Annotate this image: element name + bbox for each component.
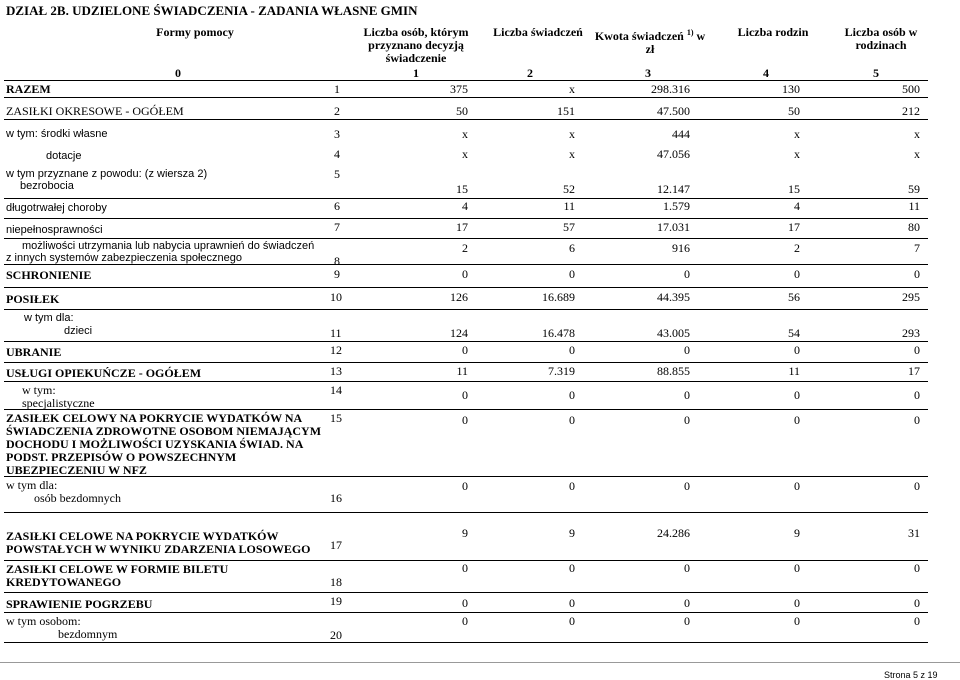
cell-families: x [794, 127, 800, 141]
row-number: 14 [330, 383, 342, 397]
cell-benefits: 52 [563, 182, 575, 196]
cell-amount: 1.579 [663, 199, 690, 213]
cell-persons: x [462, 127, 468, 141]
col-number-2: 2 [527, 66, 533, 80]
cell-benefits: 0 [569, 614, 575, 628]
cell-families: 130 [782, 82, 800, 96]
row-number: 17 [330, 538, 342, 552]
row-number: 11 [330, 326, 342, 340]
cell-family-persons: 59 [908, 182, 920, 196]
cell-amount: 0 [684, 479, 690, 493]
row-number: 20 [330, 628, 342, 642]
row-number: 6 [334, 199, 340, 213]
cell-persons: 0 [462, 388, 468, 402]
cell-amount: 12.147 [657, 182, 690, 196]
row-number: 18 [330, 575, 342, 589]
col-number-0: 0 [175, 66, 181, 80]
cell-benefits: 7.319 [548, 364, 575, 378]
cell-family-persons: 7 [914, 241, 920, 255]
cell-family-persons: 0 [914, 614, 920, 628]
cell-families: 17 [788, 220, 800, 234]
cell-families: 0 [794, 614, 800, 628]
header-persons: Liczba osób, którym przyznano decyzją świadczenie [363, 25, 469, 65]
cell-benefits: 151 [557, 104, 575, 118]
row-label-zasilek-celowy-l4: PODST. PRZEPISÓW O POWSZECHNYM [6, 450, 237, 464]
row-rule [4, 119, 928, 120]
col-number-3: 3 [645, 66, 651, 80]
row-number: 13 [330, 364, 342, 378]
col-number-1: 1 [413, 66, 419, 80]
cell-persons: 9 [462, 526, 468, 540]
row-rule [4, 341, 928, 342]
cell-family-persons: 80 [908, 220, 920, 234]
cell-family-persons: 0 [914, 561, 920, 575]
row-rule [4, 287, 928, 288]
cell-benefits: 11 [563, 199, 575, 213]
header-amount-sup: 1) [686, 28, 694, 37]
page-title: DZIAŁ 2B. UDZIELONE ŚWIADCZENIA - ZADANIA WŁASNE GMIN [6, 3, 418, 18]
row-number: 1 [334, 82, 340, 96]
row-rule [4, 309, 928, 310]
row-rule [4, 409, 928, 410]
row-label-zasilek-celowy-l3: DOCHODU I MOŻLIWOŚCI UZYSKANIA ŚWIAD. NA [6, 437, 304, 451]
header-amount-tail: w zł [645, 29, 706, 56]
cell-persons: 375 [450, 82, 468, 96]
row-label-zasilek-celowy-l1: ZASIŁEK CELOWY NA POKRYCIE WYDATKÓW NA [6, 411, 303, 425]
cell-persons: 15 [456, 182, 468, 196]
row-label-niepelnosprawnosci: niepełnosprawności [6, 224, 103, 236]
row-label-w-tym-osobom: w tym osobom: [6, 614, 81, 628]
row-label-bilet-kredytowany-l1: ZASIŁKI CELOWE W FORMIE BILETU [6, 562, 229, 576]
cell-family-persons: 293 [902, 326, 920, 340]
row-label-sprawienie-pogrzebu: SPRAWIENIE POGRZEBU [6, 597, 153, 611]
header-benefits: Liczba świadczeń [493, 25, 583, 39]
row-number: 9 [334, 267, 340, 281]
cell-amount: 24.286 [657, 526, 690, 540]
cell-families: 0 [794, 596, 800, 610]
cell-persons: 124 [450, 326, 468, 340]
row-number: 5 [334, 167, 340, 181]
row-number: 8 [334, 254, 340, 268]
col-number-5: 5 [873, 66, 879, 80]
footer-rule [0, 662, 960, 663]
cell-families: 0 [794, 343, 800, 357]
row-rule [4, 512, 928, 513]
cell-families: 4 [794, 199, 800, 213]
row-rule [4, 612, 928, 613]
cell-persons: 0 [462, 596, 468, 610]
cell-families: 11 [788, 364, 800, 378]
cell-families: 2 [794, 241, 800, 255]
cell-persons: 50 [456, 104, 468, 118]
row-label-dzieci: dzieci [64, 325, 93, 337]
row-label-zasilek-celowy-l2: ŚWIADCZENIA ZDROWOTNE OSOBOM NIEMAJĄCYM [6, 424, 322, 438]
cell-benefits: x [569, 127, 575, 141]
cell-amount: 0 [684, 413, 690, 427]
row-label-zasilki-okresowe: ZASIŁKI OKRESOWE - OGÓŁEM [6, 104, 184, 118]
cell-family-persons: 31 [908, 526, 920, 540]
cell-persons: 17 [456, 220, 468, 234]
table-top-rule [4, 80, 928, 81]
cell-family-persons: 11 [908, 199, 920, 213]
cell-family-persons: 0 [914, 343, 920, 357]
cell-persons: 0 [462, 614, 468, 628]
cell-amount: 43.005 [657, 326, 690, 340]
row-label-srodki-wlasne: w tym: środki własne [6, 128, 108, 140]
cell-families: 0 [794, 561, 800, 575]
cell-persons: 4 [462, 199, 468, 213]
row-label-bilet-kredytowany-l2: KREDYTOWANEGO [6, 575, 122, 589]
cell-benefits: 0 [569, 267, 575, 281]
cell-family-persons: x [914, 147, 920, 161]
cell-amount: 47.500 [657, 104, 690, 118]
cell-amount: 444 [672, 127, 690, 141]
row-label-posilek: POSIŁEK [6, 292, 60, 306]
row-rule [4, 97, 928, 98]
cell-persons: 2 [462, 241, 468, 255]
header-forms: Formy pomocy [156, 25, 234, 39]
row-number: 12 [330, 343, 342, 357]
row-rule [4, 218, 928, 219]
cell-amount: 0 [684, 561, 690, 575]
cell-benefits: 16.478 [542, 326, 575, 340]
cell-family-persons: 212 [902, 104, 920, 118]
row-number: 2 [334, 104, 340, 118]
row-number: 7 [334, 220, 340, 234]
row-rule [4, 381, 928, 382]
cell-benefits: 0 [569, 479, 575, 493]
row-label-dotacje: dotacje [46, 150, 82, 162]
cell-family-persons: 0 [914, 479, 920, 493]
row-label-bezrobocia: bezrobocia [20, 180, 74, 192]
cell-benefits: 57 [563, 220, 575, 234]
cell-amount: 88.855 [657, 364, 690, 378]
row-number: 3 [334, 127, 340, 141]
cell-benefits: 0 [569, 413, 575, 427]
row-label-ubranie: UBRANIE [6, 345, 62, 359]
cell-families: 0 [794, 479, 800, 493]
cell-persons: 11 [456, 364, 468, 378]
row-label-osob-bezdomnych: osób bezdomnych [34, 491, 121, 505]
cell-amount: 0 [684, 267, 690, 281]
row-label-zdarzenie-losowe-l1: ZASIŁKI CELOWE NA POKRYCIE WYDATKÓW [6, 529, 279, 543]
row-label-schronienie: SCHRONIENIE [6, 268, 92, 282]
row-rule [4, 592, 928, 593]
cell-amount: 0 [684, 343, 690, 357]
row-number: 16 [330, 491, 342, 505]
cell-families: x [794, 147, 800, 161]
cell-family-persons: 0 [914, 413, 920, 427]
row-number: 15 [330, 411, 342, 425]
cell-family-persons: 0 [914, 267, 920, 281]
cell-benefits: 0 [569, 343, 575, 357]
table-bottom-rule [4, 642, 928, 643]
cell-amount: 0 [684, 596, 690, 610]
cell-family-persons: 17 [908, 364, 920, 378]
cell-families: 0 [794, 413, 800, 427]
cell-amount: 47.056 [657, 147, 690, 161]
cell-benefits: 0 [569, 596, 575, 610]
row-label-zdarzenie-losowe-l2: POWSTAŁYCH W WYNIKU ZDARZENIA LOSOWEGO [6, 542, 311, 556]
cell-amount: 916 [672, 241, 690, 255]
cell-benefits: 9 [569, 526, 575, 540]
cell-families: 54 [788, 326, 800, 340]
row-number: 10 [330, 290, 342, 304]
cell-persons: x [462, 147, 468, 161]
cell-persons: 0 [462, 267, 468, 281]
cell-families: 56 [788, 290, 800, 304]
cell-family-persons: x [914, 127, 920, 141]
row-label-zasilek-celowy-l5: UBEZPIECZENIU W NFZ [6, 463, 147, 477]
row-label-razem: RAZEM [6, 82, 51, 96]
cell-persons: 0 [462, 343, 468, 357]
cell-benefits: x [569, 147, 575, 161]
cell-amount: 17.031 [657, 220, 690, 234]
row-label-uslugi-opiekuncze: USŁUGI OPIEKUŃCZE - OGÓŁEM [6, 366, 202, 380]
row-rule [4, 238, 928, 239]
row-label-bezdomnym: bezdomnym [58, 627, 118, 641]
cell-benefits: 0 [569, 388, 575, 402]
header-amount-label: Kwota świadczeń [594, 29, 684, 43]
cell-family-persons: 295 [902, 290, 920, 304]
row-label-w-tym: w tym: [22, 383, 56, 397]
cell-amount: 0 [684, 614, 690, 628]
cell-family-persons: 0 [914, 596, 920, 610]
row-rule [4, 362, 928, 363]
row-number: 4 [334, 147, 340, 161]
cell-family-persons: 0 [914, 388, 920, 402]
cell-amount: 0 [684, 388, 690, 402]
row-label-mozliwosci-utrzymania: możliwości utrzymania lub nabycia uprawnień do świadczeń [22, 240, 315, 252]
cell-benefits: 0 [569, 561, 575, 575]
cell-families: 50 [788, 104, 800, 118]
row-label-w-tym-dla-bezdomnych: w tym dla: [6, 478, 58, 492]
cell-families: 15 [788, 182, 800, 196]
cell-amount: 298.316 [651, 82, 690, 96]
row-label-w-tym-dla: w tym dla: [24, 312, 74, 324]
cell-persons: 0 [462, 561, 468, 575]
cell-families: 0 [794, 388, 800, 402]
header-amount [590, 26, 710, 56]
cell-persons: 126 [450, 290, 468, 304]
page-footer: Strona 5 z 19 [884, 670, 938, 680]
header-families: Liczba rodzin [737, 25, 809, 39]
col-number-4: 4 [763, 66, 769, 80]
row-label-przyznane-z-powodu: w tym przyznane z powodu: (z wiersza 2) [6, 168, 208, 180]
cell-families: 9 [794, 526, 800, 540]
row-number: 19 [330, 594, 342, 608]
row-label-z-innych-systemow: z innych systemów zabezpieczenia społecznego [6, 252, 243, 264]
cell-benefits: x [569, 82, 575, 96]
cell-persons: 0 [462, 413, 468, 427]
cell-benefits: 6 [569, 241, 575, 255]
cell-amount: 44.395 [657, 290, 690, 304]
cell-family-persons: 500 [902, 82, 920, 96]
cell-benefits: 16.689 [542, 290, 575, 304]
cell-families: 0 [794, 267, 800, 281]
row-label-dlugotrwalej-choroby: długotrwałej choroby [6, 202, 107, 214]
cell-persons: 0 [462, 479, 468, 493]
header-family-persons: Liczba osób w rodzinach [844, 25, 918, 52]
row-label-specjalistyczne: specjalistyczne [22, 396, 95, 410]
